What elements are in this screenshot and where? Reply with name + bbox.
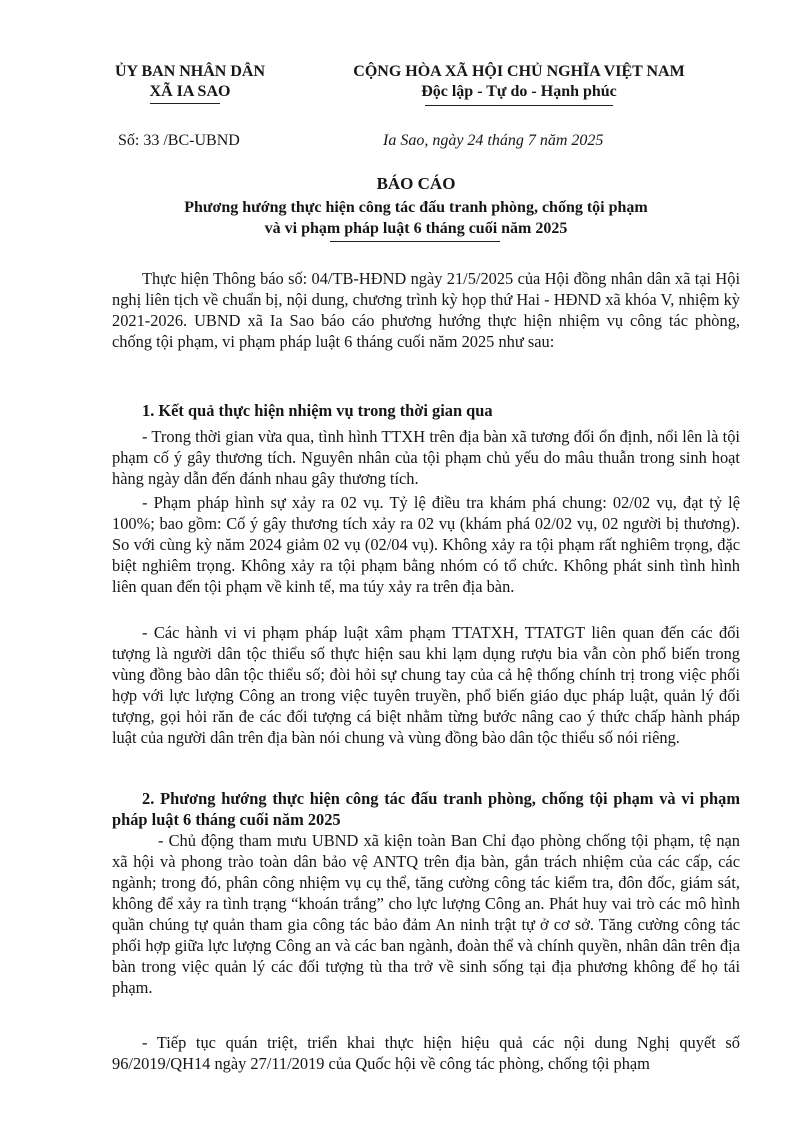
place-date: Ia Sao, ngày 24 tháng 7 năm 2025 <box>383 132 604 149</box>
issuer-name: ỦY BAN NHÂN DÂN <box>114 63 266 80</box>
report-subtitle <box>100 197 732 239</box>
intro-block <box>112 268 740 352</box>
section-1-paragraph-2: - Phạm pháp hình sự xảy ra 02 vụ. Tỷ lệ điều tra khám phá chung: 02/02 vụ, đạt tỷ lệ 100%; bao gồm: Cố ý gây thương tích xảy ra 02 vụ (khám phá 02/02 vụ, 02 người bị thương). So với cùng kỳ năm 2024 giảm 02 vụ (02/04 vụ). Không xảy ra tội phạm rất nghiêm trọng, đặc biệt nghiêm trọng. Không xảy ra tội phạm bằng nhóm có tổ chức. Không phát sinh tình hình liên quan đến tội phạm về kinh tế, ma túy xảy ra trên địa bàn. <box>112 493 740 596</box>
section-1-paragraph-3: - Các hành vi vi phạm pháp luật xâm phạm TTATXH, TTATGT liên quan đến các đối tượng là người dân tộc thiểu số thực hiện sau khi lạm dụng rượu bia vẫn còn phổ biến trong vùng đồng bào dân tộc thiểu số; đòi hỏi sự chung tay của cả hệ thống chính trị trong việc phối hợp với lực lượng Công an trong việc tuyên truyền, phổ biến giáo dục pháp luật, quản lý đối tượng, gọi hỏi răn đe các đối tượng cá biệt nhằm từng bước nâng cao ý thức chấp hành pháp luật của người dân trên địa bàn nói chung và vùng đồng bào dân tộc thiểu số nói riêng. <box>112 623 740 747</box>
report-title: BÁO CÁO <box>376 174 456 193</box>
section-2-p2-block <box>112 1032 740 1074</box>
report-subtitle-line1: Phương hướng thực hiện công tác đấu tranh phòng, chống tội phạm <box>184 199 648 216</box>
motto-underline <box>425 105 613 106</box>
section-2-p1-block <box>112 830 740 998</box>
section-2-paragraph-1: - Chủ động tham mưu UBND xã kiện toàn Ban Chỉ đạo phòng chống tội phạm, tệ nạn xã hội và phong trào toàn dân bảo vệ ANTQ trên địa bàn, gắn trách nhiệm của các cấp, các ngành; trong đó, phân công nhiệm vụ cụ thể, tăng cường công tác kiểm tra, đôn đốc, giám sát, không để xảy ra tình trạng “khoán trắng” cho lực lượng Công an. Phát huy vai trò các mô hình quần chúng tự quản tham gia công tác bảo đảm An ninh trật tự ở cơ sở. Tăng cường công tác phối hợp giữa lực lượng Công an và các ban ngành, đoàn thể và chính quyền, nhân dân trên địa bàn trong việc quản lý các đối tượng tù tha trở về sinh sống tại địa phương không để họ tái phạm. <box>112 831 740 997</box>
section-1-p2-block <box>112 492 740 597</box>
issuer-underline <box>150 103 220 104</box>
intro-paragraph: Thực hiện Thông báo số: 04/TB-HĐND ngày 21/5/2025 của Hội đồng nhân dân xã tại Hội nghị liên tịch về chuẩn bị, nội dung, chương trình kỳ họp thứ Hai - HĐND xã khóa V, nhiệm kỳ 2021-2026. UBND xã Ia Sao báo cáo phương hướng thực hiện nhiệm vụ công tác phòng, chống tội phạm, vi phạm pháp luật 6 tháng cuối năm 2025 như sau: <box>112 269 740 351</box>
section-2-heading-block <box>112 788 740 830</box>
issuer-block <box>100 62 280 102</box>
section-2-paragraph-2: - Tiếp tục quán triệt, triển khai thực hiện hiệu quả các nội dung Nghị quyết số 96/2019/QH14 ngày 27/11/2019 của Quốc hội về công tác phòng, chống tội phạm <box>112 1033 740 1073</box>
section-1-paragraph-1: - Trong thời gian vừa qua, tình hình TTXH trên địa bàn xã tương đối ổn định, nổi lên là tội phạm cố ý gây thương tích. Nguyên nhân của tội phạm chủ yếu do mâu thuẫn trong sinh hoạt hàng ngày dẫn đến đánh nhau gây thương tích. <box>112 427 740 488</box>
document-number: Số: 33 /BC-UBND <box>118 132 240 149</box>
section-2-heading: 2. Phương hướng thực hiện công tác đấu tranh phòng, chống tội phạm và vi phạm pháp luật 6 tháng cuối năm 2025 <box>112 789 740 829</box>
title-underline <box>330 241 500 242</box>
section-1-p1-block <box>112 426 740 489</box>
report-subtitle-line2: và vi phạm pháp luật 6 tháng cuối năm 2025 <box>264 220 568 237</box>
section-1-heading: 1. Kết quả thực hiện nhiệm vụ trong thời gian qua <box>142 401 493 420</box>
national-motto: Độc lập - Tự do - Hạnh phúc <box>421 83 617 100</box>
national-motto-block <box>318 62 720 102</box>
issuer-commune: XÃ IA SAO <box>149 83 231 100</box>
national-title: CỘNG HÒA XÃ HỘI CHỦ NGHĨA VIỆT NAM <box>353 63 685 80</box>
section-1-p3-block <box>112 622 740 748</box>
